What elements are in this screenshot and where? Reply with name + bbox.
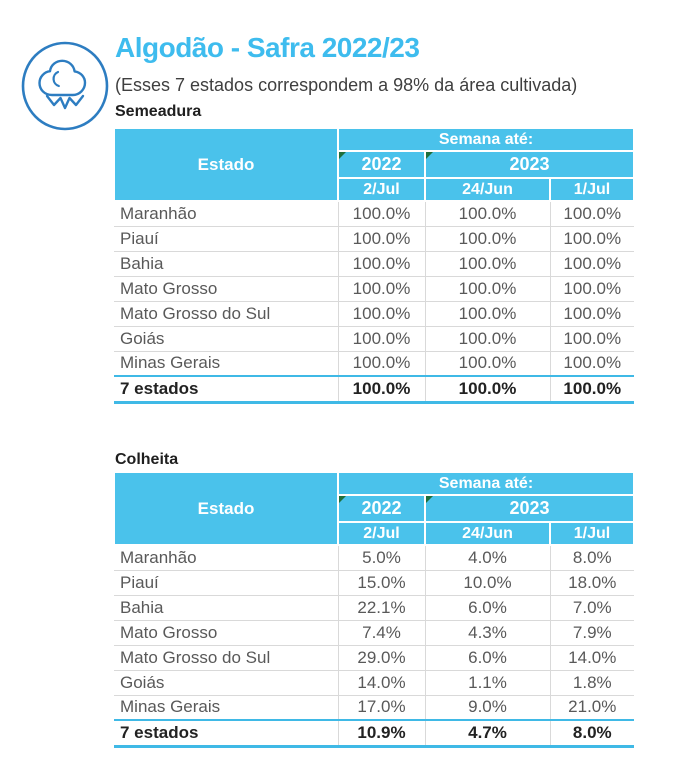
column-header-2023: [425, 495, 634, 522]
value-cell: 100.0%: [425, 201, 550, 226]
value-cell: 100.0%: [425, 226, 550, 251]
value-cell: 7.4%: [338, 620, 425, 645]
value-cell: 100.0%: [550, 326, 634, 351]
state-cell: Minas Gerais: [114, 351, 338, 376]
column-header-date-2022: 2/Jul: [338, 178, 425, 201]
state-cell: Mato Grosso: [114, 276, 338, 301]
state-cell: Goiás: [114, 670, 338, 695]
state-cell: Mato Grosso: [114, 620, 338, 645]
total-value-cell: 100.0%: [425, 376, 550, 402]
header-row: [114, 472, 634, 495]
table-row: [114, 620, 634, 645]
column-header-date-2023b: 1/Jul: [550, 178, 634, 201]
value-cell: 1.1%: [425, 670, 550, 695]
column-header-2023: [425, 151, 634, 178]
table-row: [114, 595, 634, 620]
value-cell: 10.0%: [425, 570, 550, 595]
value-cell: 100.0%: [550, 276, 634, 301]
table-row: [114, 570, 634, 595]
column-header-2022: [338, 495, 425, 522]
value-cell: 100.0%: [550, 351, 634, 376]
value-cell: 100.0%: [425, 301, 550, 326]
header-row: [114, 128, 634, 151]
value-cell: 18.0%: [550, 570, 634, 595]
value-cell: 21.0%: [550, 695, 634, 720]
state-cell: Mato Grosso do Sul: [114, 301, 338, 326]
year-label: 2023: [509, 154, 550, 174]
total-value-cell: 8.0%: [550, 720, 634, 746]
column-header-date-2023b: 1/Jul: [550, 522, 634, 545]
total-row: [114, 720, 634, 746]
semeadura-table: [113, 127, 635, 404]
value-cell: 6.0%: [425, 595, 550, 620]
comment-marker-icon: [426, 496, 433, 503]
table-row: [114, 301, 634, 326]
total-value-cell: 100.0%: [338, 376, 425, 402]
column-header-date-2023a: 24/Jun: [425, 178, 550, 201]
state-cell: Maranhão: [114, 545, 338, 570]
column-header-estado: Estado: [114, 128, 338, 201]
cotton-boll-icon: [21, 41, 109, 131]
value-cell: 100.0%: [425, 251, 550, 276]
column-header-estado: Estado: [114, 472, 338, 545]
column-header-semana-ate: Semana até:: [338, 128, 634, 151]
value-cell: 14.0%: [550, 645, 634, 670]
column-header-semana-ate: Semana até:: [338, 472, 634, 495]
total-value-cell: 10.9%: [338, 720, 425, 746]
year-label: 2022: [361, 154, 402, 174]
value-cell: 17.0%: [338, 695, 425, 720]
comment-marker-icon: [426, 152, 433, 159]
total-value-cell: 4.7%: [425, 720, 550, 746]
value-cell: 9.0%: [425, 695, 550, 720]
value-cell: 100.0%: [550, 226, 634, 251]
value-cell: 7.9%: [550, 620, 634, 645]
table-row: [114, 670, 634, 695]
state-cell: Goiás: [114, 326, 338, 351]
page-subtitle: (Esses 7 estados correspondem a 98% da área cultivada): [115, 75, 578, 95]
comment-marker-icon: [339, 152, 346, 159]
table-row: [114, 545, 634, 570]
table-row: [114, 326, 634, 351]
state-cell: Minas Gerais: [114, 695, 338, 720]
value-cell: 100.0%: [550, 301, 634, 326]
total-label-cell: 7 estados: [114, 720, 338, 746]
state-cell: Piauí: [114, 570, 338, 595]
total-value-cell: 100.0%: [550, 376, 634, 402]
value-cell: 100.0%: [338, 326, 425, 351]
table-row: [114, 695, 634, 720]
value-cell: 22.1%: [338, 595, 425, 620]
column-header-date-2022: 2/Jul: [338, 522, 425, 545]
value-cell: 100.0%: [338, 201, 425, 226]
state-cell: Bahia: [114, 251, 338, 276]
value-cell: 100.0%: [425, 351, 550, 376]
value-cell: 1.8%: [550, 670, 634, 695]
value-cell: 4.3%: [425, 620, 550, 645]
table-row: [114, 351, 634, 376]
state-cell: Bahia: [114, 595, 338, 620]
value-cell: 29.0%: [338, 645, 425, 670]
value-cell: 8.0%: [550, 545, 634, 570]
value-cell: 100.0%: [425, 326, 550, 351]
value-cell: 100.0%: [338, 301, 425, 326]
table-row: [114, 201, 634, 226]
value-cell: 100.0%: [425, 276, 550, 301]
table-row: [114, 645, 634, 670]
value-cell: 100.0%: [550, 201, 634, 226]
total-label-cell: 7 estados: [114, 376, 338, 402]
value-cell: 100.0%: [338, 351, 425, 376]
section-label-colheita: Colheita: [115, 451, 179, 468]
year-label: 2022: [361, 498, 402, 518]
state-cell: Piauí: [114, 226, 338, 251]
value-cell: 100.0%: [550, 251, 634, 276]
table-row: [114, 276, 634, 301]
column-header-2022: [338, 151, 425, 178]
table-row: [114, 226, 634, 251]
value-cell: 100.0%: [338, 226, 425, 251]
column-header-date-2023a: 24/Jun: [425, 522, 550, 545]
value-cell: 14.0%: [338, 670, 425, 695]
value-cell: 6.0%: [425, 645, 550, 670]
comment-marker-icon: [339, 496, 346, 503]
table-row: [114, 251, 634, 276]
page-title: Algodão - Safra 2022/23: [115, 32, 420, 63]
value-cell: 15.0%: [338, 570, 425, 595]
total-row: [114, 376, 634, 402]
section-label-semeadura: Semeadura: [115, 103, 202, 120]
value-cell: 4.0%: [425, 545, 550, 570]
value-cell: 100.0%: [338, 251, 425, 276]
value-cell: 100.0%: [338, 276, 425, 301]
value-cell: 5.0%: [338, 545, 425, 570]
year-label: 2023: [509, 498, 550, 518]
state-cell: Maranhão: [114, 201, 338, 226]
state-cell: Mato Grosso do Sul: [114, 645, 338, 670]
value-cell: 7.0%: [550, 595, 634, 620]
colheita-table: [113, 471, 635, 748]
